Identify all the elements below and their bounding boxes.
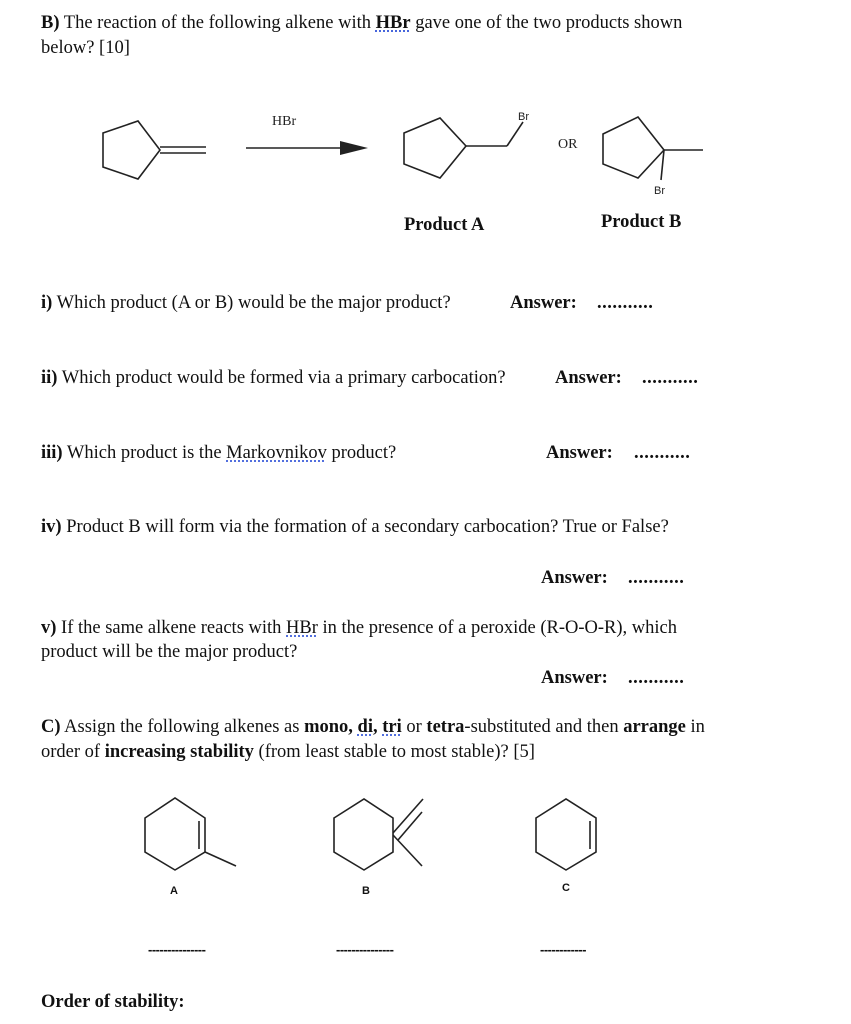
answer-4-blank[interactable]: ........... — [628, 568, 685, 588]
part-b-intro-2: gave one of the two products shown — [415, 13, 683, 33]
product-a-label: Product A — [404, 215, 485, 235]
question-4-text: Product B will form via the formation of a secondary carbocation? True or False? — [66, 517, 669, 537]
alkene-c-label: C — [562, 882, 570, 894]
answer-1-blank[interactable]: ........... — [597, 293, 654, 313]
answer-5-label: Answer: — [541, 668, 608, 688]
starting-alkene-structure — [103, 121, 206, 179]
reaction-arrow — [246, 141, 368, 155]
question-5-line2: product will be the major product? — [41, 642, 298, 662]
question-3-number: iii) — [41, 443, 63, 463]
mono-term: mono, — [304, 717, 353, 737]
alkene-a-label: A — [170, 885, 178, 897]
part-c-text-4: in — [690, 717, 705, 737]
increasing-stability-term: increasing stability — [104, 742, 254, 762]
answer-3-blank[interactable]: ........... — [634, 443, 691, 463]
question-4-number: iv) — [41, 517, 62, 537]
part-c-line2 — [41, 740, 535, 764]
markovnikov-term: Markovnikov — [226, 443, 327, 463]
answer-2-blank[interactable]: ........... — [642, 368, 699, 388]
alkene-a-answer-blank[interactable]: --------------- — [148, 942, 206, 957]
reagent-label: HBr — [272, 114, 297, 129]
tri-term: tri — [382, 717, 402, 737]
part-c-label: C) — [41, 717, 61, 737]
product-b-label: Product B — [601, 212, 682, 232]
part-b-intro-line2: below? [10] — [41, 38, 130, 58]
product-a-br-label: Br — [518, 111, 529, 123]
arrange-term: arrange — [623, 717, 686, 737]
part-c-text-1: Assign the following alkenes as — [64, 717, 300, 737]
question-5-number: v) — [41, 618, 57, 638]
alkene-c-answer-blank[interactable]: ------------ — [540, 942, 586, 957]
alkene-b-structure — [334, 799, 423, 870]
part-c-line2-b: (from least stable to most stable)? [5] — [258, 742, 535, 762]
tetra-term: tetra — [426, 717, 465, 737]
question-3-pre: Which product is the — [66, 443, 222, 463]
answer-2-label: Answer: — [555, 368, 622, 388]
question-3 — [41, 441, 396, 465]
answer-3-label: Answer: — [546, 443, 613, 463]
answer-1-label: Answer: — [510, 293, 577, 313]
part-c-text-2: or — [406, 717, 422, 737]
hbr-term-2: HBr — [286, 618, 318, 638]
question-5 — [41, 616, 763, 640]
part-c-text-3: -substituted and then — [464, 717, 619, 737]
question-5-post: in the presence of a peroxide (R-O-O-R), which — [322, 618, 677, 638]
alkene-b-label: B — [362, 885, 370, 897]
product-b-br-label: Br — [654, 185, 665, 197]
alkene-a-structure — [145, 798, 236, 870]
product-a-structure — [404, 118, 523, 178]
question-5-pre: If the same alkene reacts with — [61, 618, 282, 638]
di-term: di, — [357, 717, 378, 737]
order-of-stability-label: Order of stability: — [41, 992, 185, 1012]
answer-5-blank[interactable]: ........... — [628, 668, 685, 688]
question-2 — [41, 366, 506, 390]
question-3-post: product? — [331, 443, 397, 463]
alkene-c-structure — [536, 799, 596, 870]
part-c-question — [41, 715, 705, 739]
product-b-structure — [603, 117, 703, 180]
question-1-text: Which product (A or B) would be the major product? — [56, 293, 451, 313]
question-2-text: Which product would be formed via a primary carbocation? — [61, 368, 506, 388]
or-label: OR — [558, 137, 578, 152]
part-b-intro-1: The reaction of the following alkene with — [63, 13, 371, 33]
question-2-number: ii) — [41, 368, 58, 388]
hbr-term: HBr — [375, 13, 411, 33]
part-c-line2-a: order of — [41, 742, 101, 762]
alkene-b-answer-blank[interactable]: --------------- — [336, 942, 394, 957]
question-1 — [41, 291, 451, 315]
part-b-label: B) — [41, 13, 60, 33]
answer-4-label: Answer: — [541, 568, 608, 588]
question-1-number: i) — [41, 293, 53, 313]
question-4 — [41, 515, 669, 539]
